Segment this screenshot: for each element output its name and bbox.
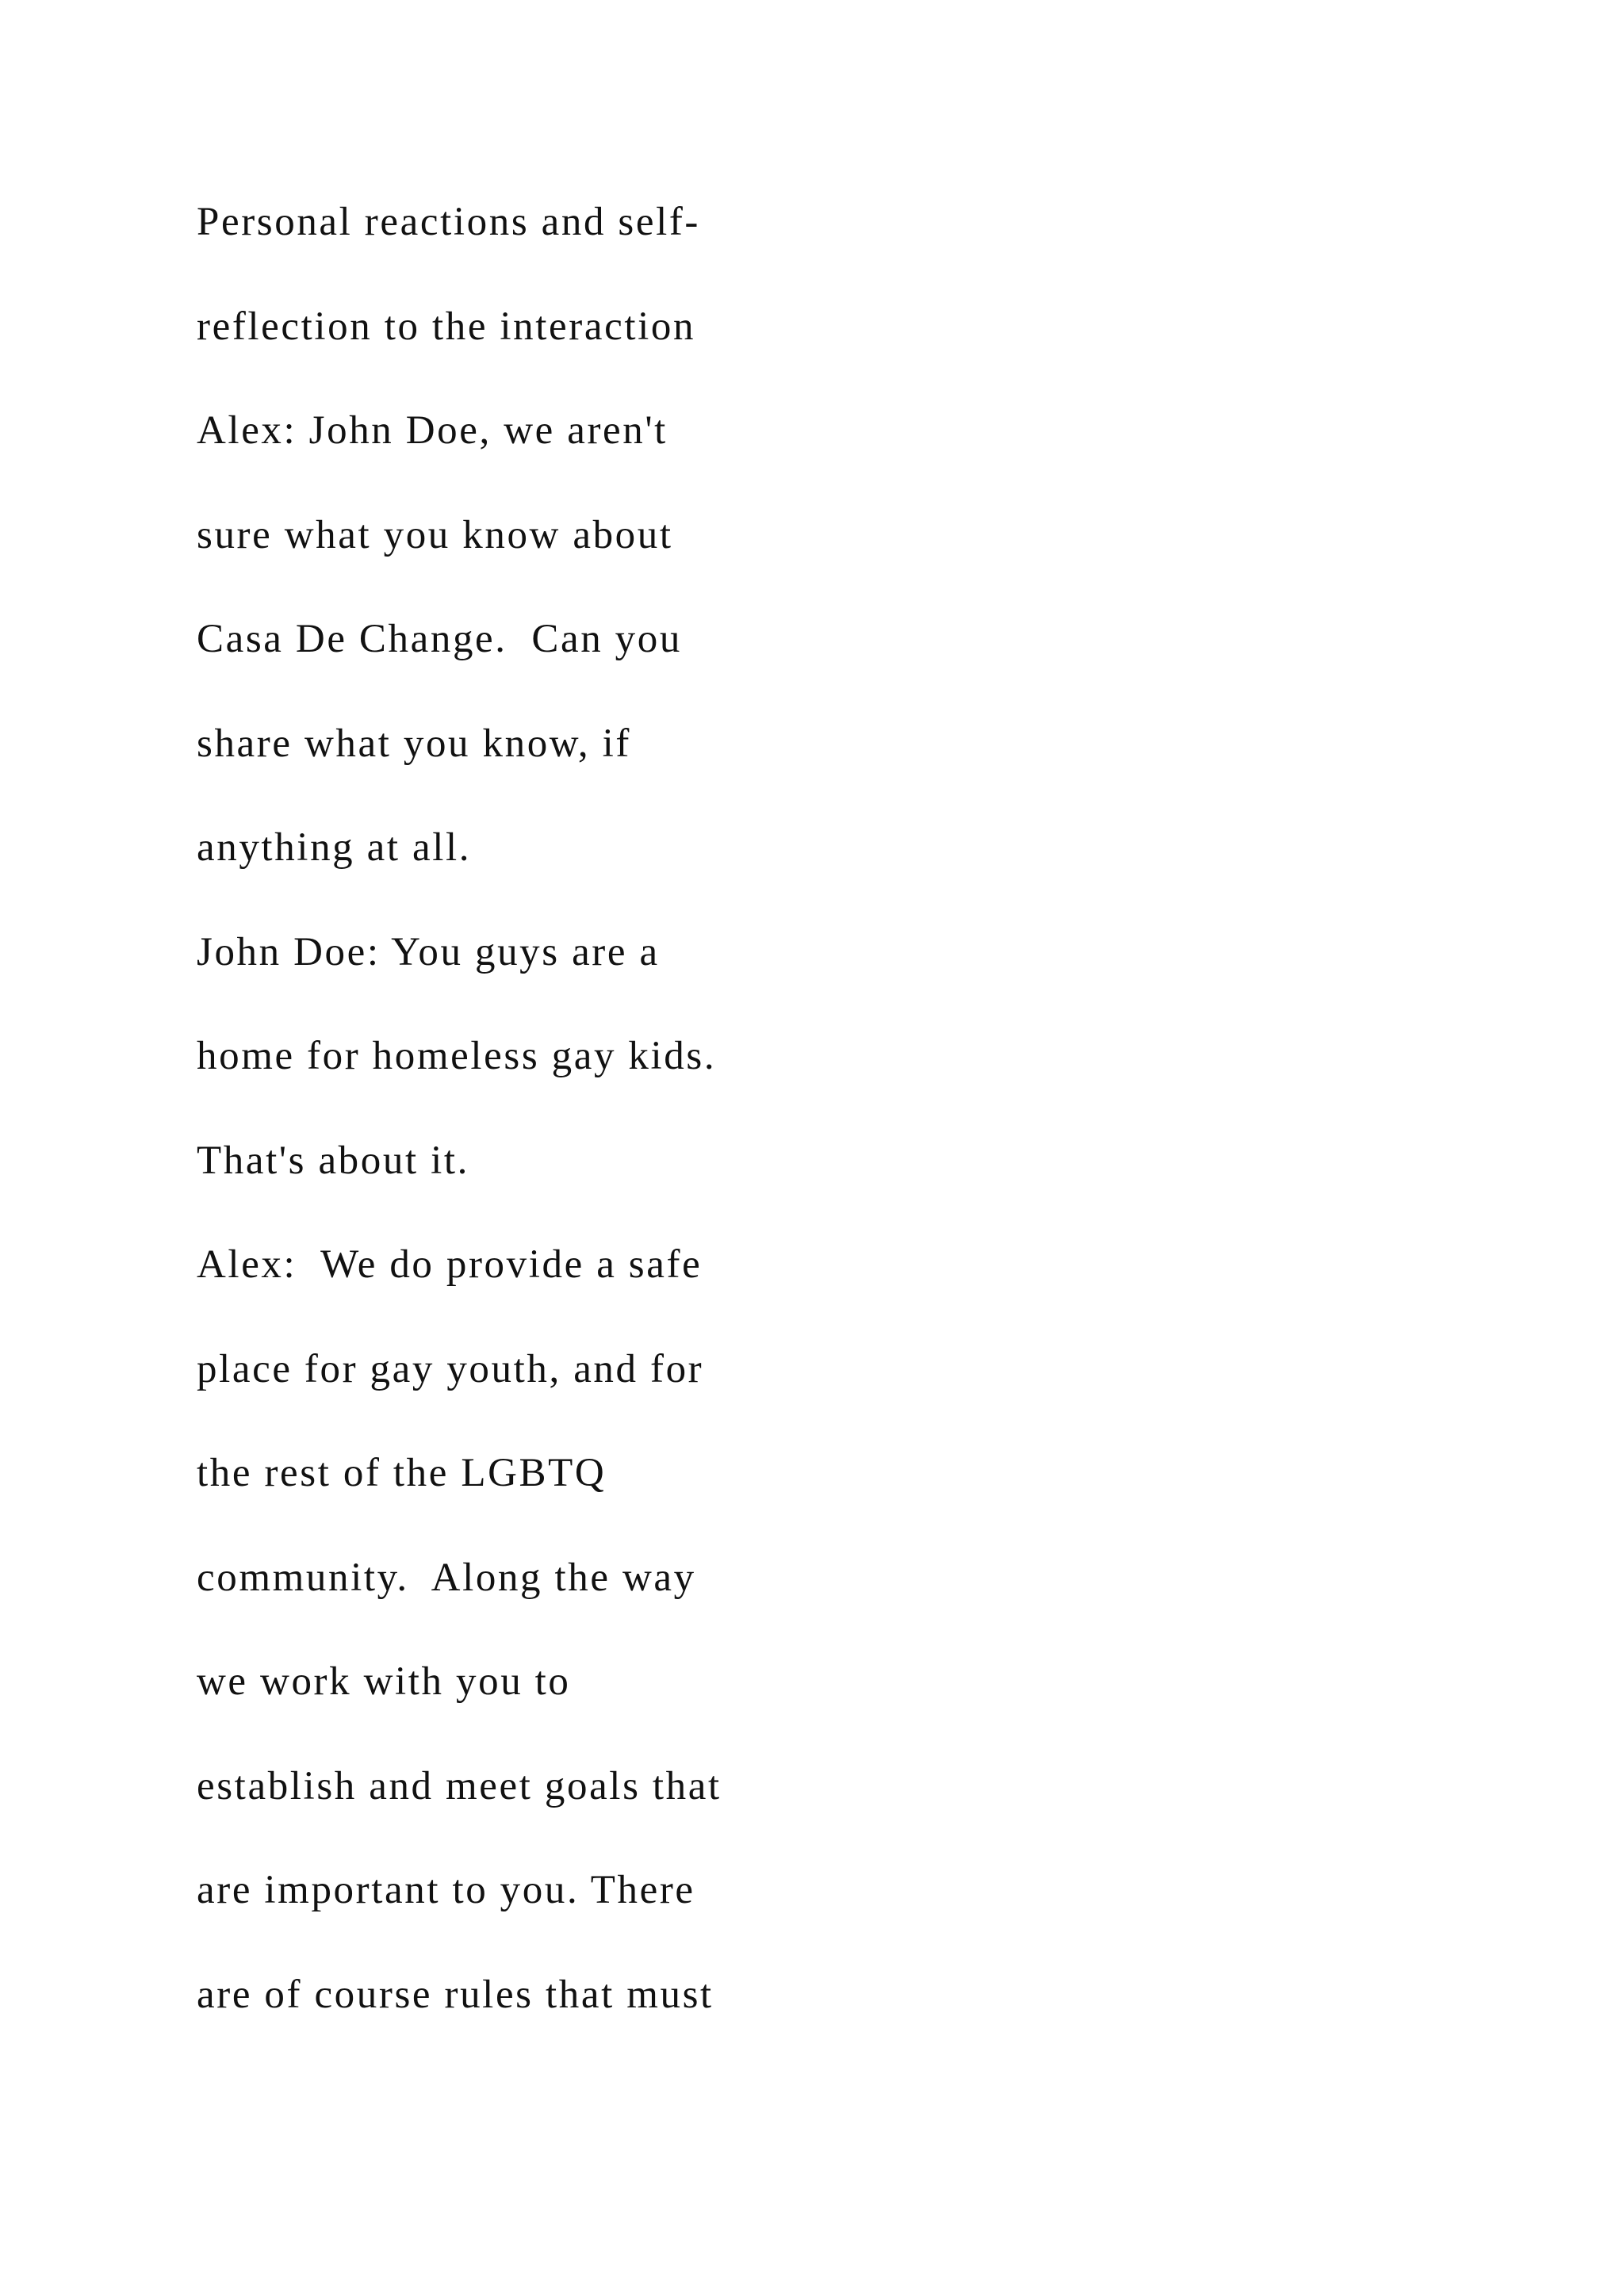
text-line: the rest of the LGBTQ	[197, 1451, 607, 1495]
text-line: John Doe: You guys are a	[197, 929, 660, 974]
text-line: Alex: We do provide a safe	[197, 1242, 703, 1287]
text-line: community. Along the way	[197, 1555, 696, 1600]
text-line: Casa De Change. Can you	[197, 617, 682, 661]
text-line: we work with you to	[197, 1659, 571, 1704]
text-line: anything at all.	[197, 825, 472, 870]
text-line: home for homeless gay kids.	[197, 1034, 717, 1078]
text-line: Alex: John Doe, we aren't	[197, 408, 668, 453]
text-line: are important to you. There	[197, 1868, 695, 1912]
text-line: place for gay youth, and for	[197, 1346, 704, 1391]
document-body	[197, 190, 990, 2067]
text-line: share what you know, if	[197, 721, 631, 766]
text-line: establish and meet goals that	[197, 1763, 722, 1808]
text-line: are of course rules that must	[197, 1972, 714, 2017]
text-line: That's about it.	[197, 1138, 469, 1183]
text-line: reflection to the interaction	[197, 304, 696, 349]
text-line: sure what you know about	[197, 512, 673, 557]
text-line: Personal reactions and self-	[197, 200, 701, 244]
